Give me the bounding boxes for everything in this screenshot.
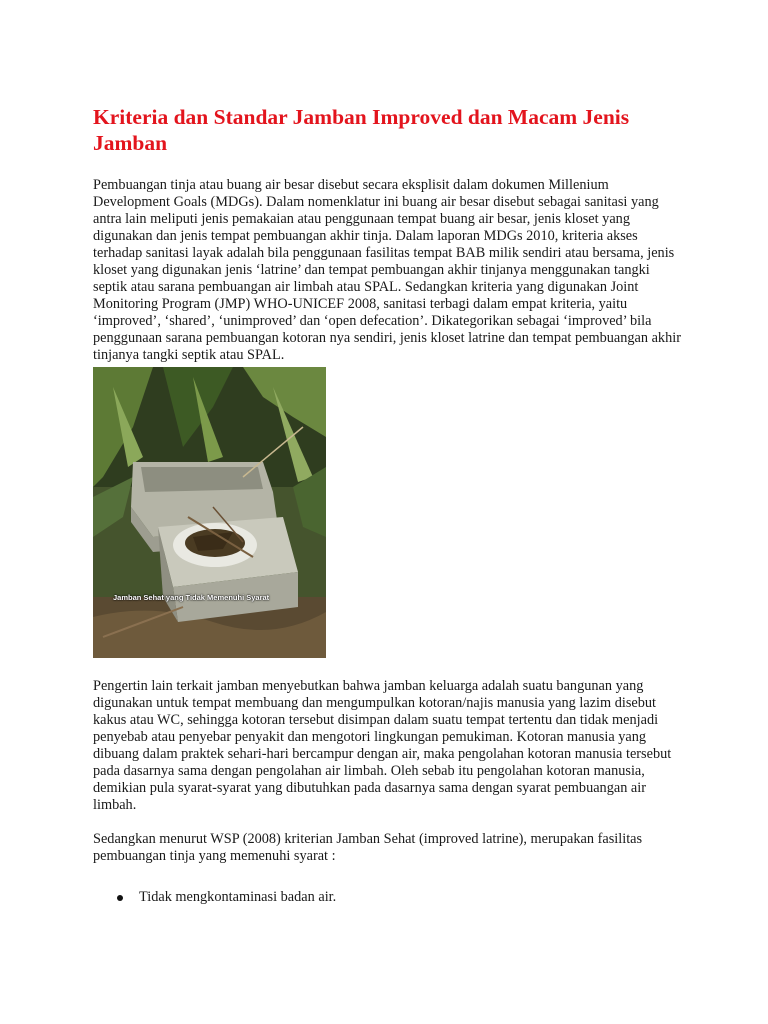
- list-item: [93, 889, 678, 906]
- paragraph-wsp-criteria: Sedangkan menurut WSP (2008) kriterian Jamban Sehat (improved latrine), merupakan fasilitas pembuangan tinja yang memenuhi syarat :: [93, 831, 643, 864]
- paragraph-intro: Pembuangan tinja atau buang air besar disebut secara eksplisit dalam dokumen Millenium Development Goals (MDGs). Dalam nomenklatur ini buang air besar disebut sebagai sanitasi yang antra lain meliputi jenis pemakaian atau penggunaan tempat buang air besar, jenis kloset yang digunakan dan jenis tempat pembuangan akhir tinja. Dalam laporan MDGs 2010, kriteria akses terhadap sanitasi layak adalah bila penggunaan fasilitas tempat BAB milik sendiri atau bersama, jenis kloset yang digunakan jenis ‘latrine’ dan tempat pembuangan akhir tinjanya menggunakan tangki septik atau sarana pembuangan air limbah atau SPAL. Sedangkan kriteria yang digunakan Joint Monitoring Program (JMP) WHO-UNICEF 2008, sanitasi terbagi dalam empat kriteria, yaitu ‘improved’, ‘shared’, ‘unimproved’ dan ‘open defecation’. Dikategorikan sebagai ‘improved’ bila penggunaan sarana pembuangan kotoran nya sendiri, jenis kloset latrine dan tempat pembuangan akhir tinjanya tangki septik atau SPAL.: [93, 177, 681, 363]
- document-title: Kriteria dan Standar Jamban Improved dan Macam Jenis Jamban: [93, 105, 630, 155]
- photo-caption: Jamban Sehat yang Tidak Memenuhi Syarat: [113, 593, 270, 602]
- latrine-photo: [93, 367, 326, 658]
- bullet-icon: [117, 895, 123, 901]
- criteria-list: [93, 889, 678, 906]
- list-item-text: Tidak mengkontaminasi badan air.: [139, 889, 337, 905]
- paragraph-definition: Pengertin lain terkait jamban menyebutkan bahwa jamban keluarga adalah suatu bangunan yang digunakan untuk tempat membuang dan mengumpulkan kotoran/najis manusia yang lazim disebut kakus atau WC, sehingga kotoran tersebut disimpan dalam suatu tempat tertentu dan tidak menjadi penyebab atau penyebar penyakit dan mengotori lingkungan pemukiman. Kotoran manusia yang dibuang dalam praktek sehari-hari bercampur dengan air, maka pengolahan kotoran manusia tersebut pada dasarnya sama dengan pengolahan air limbah. Oleh sebab itu pengolahan kotoran manusia, demikian pula syarat-syarat yang dibutuhkan pada dasarnya sama dengan syarat pembuangan air limbah.: [93, 678, 672, 813]
